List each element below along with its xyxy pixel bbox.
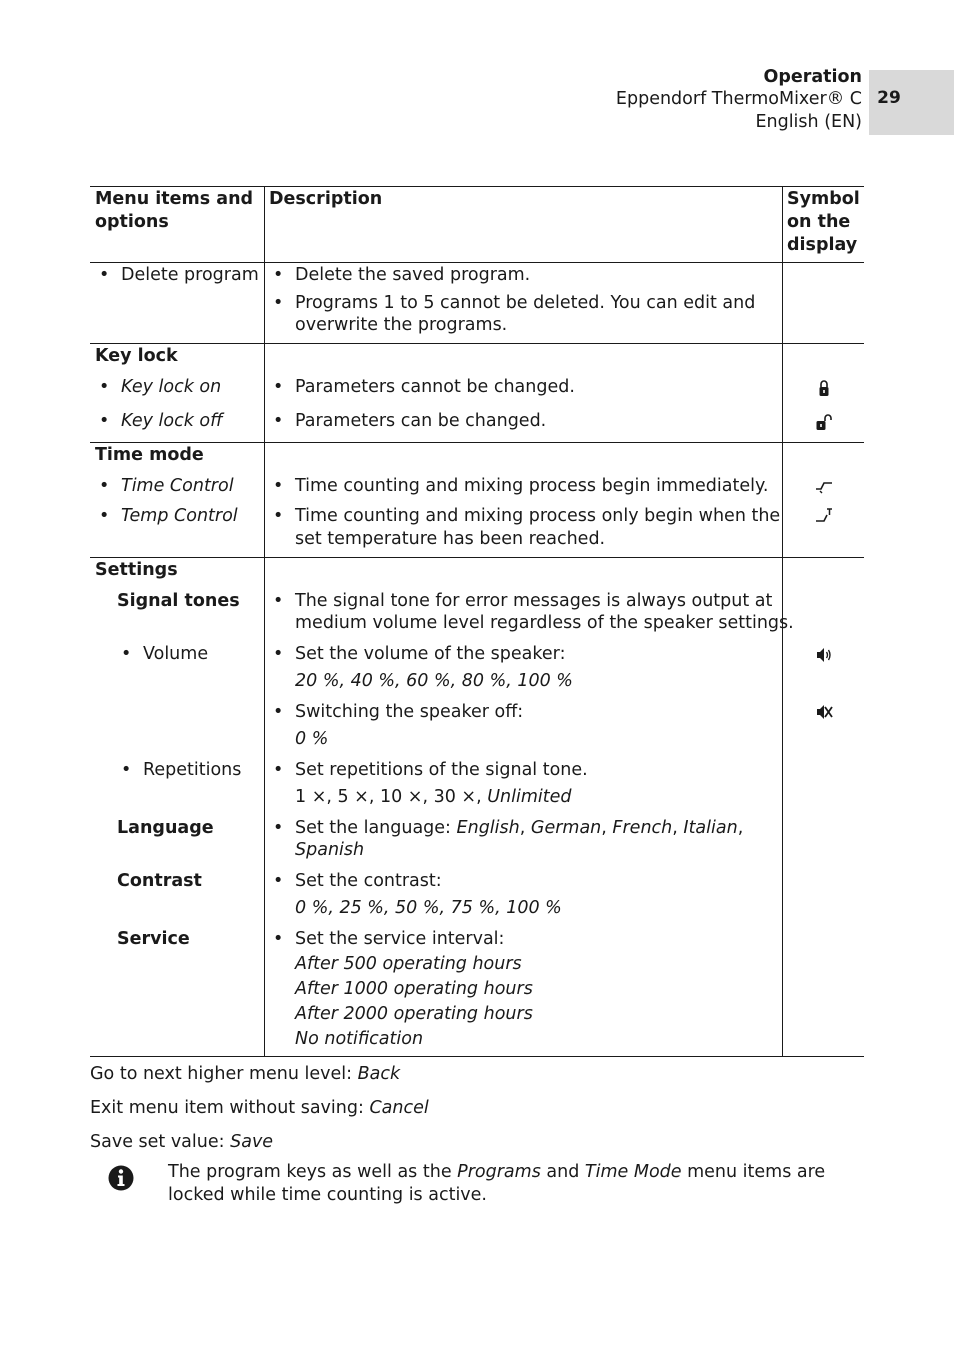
next-level-instruction (90, 1063, 400, 1085)
description-text: • Parameters can be changed. (295, 410, 546, 432)
repetitions-counts: 1 ×, 5 ×, 10 ×, 30 ×, (295, 787, 482, 807)
column-header-symbol: on the (787, 212, 851, 232)
padlock-closed-icon (812, 378, 836, 398)
speaker-muted-icon (812, 702, 836, 722)
menu-group-key-lock: Key lock (95, 346, 178, 366)
note-programs: Programs (457, 1162, 541, 1182)
option-key-lock-on: • Key lock on (121, 376, 221, 398)
submenu-contrast: Contrast (117, 871, 202, 891)
note-text: menu items are (687, 1162, 826, 1182)
description-text: • Time counting and mixing process begin immediately. (295, 475, 768, 497)
volume-values: 20 %, 40 %, 60 %, 80 %, 100 % (295, 671, 573, 691)
section-title: Operation (763, 67, 862, 87)
menu-group-settings: Settings (95, 560, 178, 580)
table-rule (90, 186, 864, 187)
description-text: • Delete the saved program. (295, 264, 530, 286)
padlock-open-icon (812, 412, 836, 432)
instruction-text: Save set value: (90, 1132, 225, 1152)
note-text: The program keys as well as the (168, 1162, 452, 1182)
info-note-line: locked while time counting is active. (168, 1185, 487, 1205)
table-rule (90, 557, 864, 558)
description-text: • Programs 1 to 5 cannot be deleted. You can edit and (295, 292, 755, 314)
description-text: • Set the contrast: (295, 870, 442, 892)
info-icon (107, 1164, 135, 1192)
service-option: After 500 operating hours (295, 954, 522, 974)
product-name: Eppendorf ThermoMixer® C (615, 89, 862, 109)
language-spanish: Spanish (295, 840, 365, 860)
page-number: 29 (877, 88, 901, 108)
column-header-menu: options (95, 212, 169, 232)
note-time-mode: Time Mode (584, 1162, 682, 1182)
column-header-symbol: Symbol (787, 189, 860, 209)
option-time-control: • Time Control (121, 475, 234, 497)
table-rule (90, 343, 864, 344)
speaker-icon (812, 645, 836, 665)
description-text: • Parameters cannot be changed. (295, 376, 575, 398)
service-option: After 2000 operating hours (295, 1004, 533, 1024)
speaker-off-value: 0 % (295, 729, 329, 749)
exit-instruction (90, 1097, 429, 1119)
option-volume: • Volume (143, 643, 208, 665)
contrast-values: 0 %, 25 %, 50 %, 75 %, 100 % (295, 898, 562, 918)
note-text: and (546, 1162, 580, 1182)
table-rule (90, 262, 864, 263)
instruction-text: Exit menu item without saving: (90, 1098, 364, 1118)
table-rule (90, 1056, 864, 1057)
submenu-language: Language (117, 818, 214, 838)
option-temp-control: • Temp Control (121, 505, 238, 527)
column-header-menu: Menu items and (95, 189, 254, 209)
description-text: • Switching the speaker off: (295, 701, 523, 723)
cancel-option: Cancel (369, 1098, 429, 1118)
save-option: Save (230, 1132, 274, 1152)
description-text: overwrite the programs. (295, 315, 508, 335)
service-option: No notification (295, 1029, 424, 1049)
submenu-signal-tones: Signal tones (117, 591, 240, 611)
language-french: French (612, 818, 673, 838)
description-text: • Set repetitions of the signal tone. (295, 759, 588, 781)
column-header-symbol: display (787, 235, 858, 255)
repetitions-unlimited: Unlimited (487, 787, 572, 807)
menu-item-delete-program: • Delete program (121, 264, 259, 286)
language-italian: Italian (683, 818, 738, 838)
language-english: English (456, 818, 520, 838)
info-note-line (168, 1161, 825, 1183)
instruction-text: Go to next higher menu level: (90, 1064, 353, 1084)
description-text: medium volume level regardless of the speaker settings. (295, 613, 794, 633)
temp-control-icon (812, 506, 836, 526)
menu-group-time-mode: Time mode (95, 445, 204, 465)
description-text: • The signal tone for error messages is always output at (295, 590, 772, 612)
description-text: • Set the service interval: (295, 928, 504, 950)
time-control-icon (812, 477, 836, 497)
save-instruction (90, 1131, 273, 1153)
submenu-service: Service (117, 929, 190, 949)
option-key-lock-off: • Key lock off (121, 410, 223, 432)
description-text: set temperature has been reached. (295, 529, 606, 549)
language-options: • Set the language: English, German, French, Italian, (295, 817, 743, 839)
description-text: • Set the volume of the speaker: (295, 643, 565, 665)
language-label: English (EN) (755, 112, 862, 132)
column-divider (264, 186, 265, 1057)
table-rule (90, 442, 864, 443)
description-text: Set the language: (295, 818, 451, 838)
column-header-description: Description (269, 189, 383, 209)
back-option: Back (357, 1064, 401, 1084)
description-text: • Time counting and mixing process only begin when the (295, 505, 780, 527)
repetitions-values (295, 786, 572, 808)
language-german: German (530, 818, 602, 838)
service-option: After 1000 operating hours (295, 979, 533, 999)
option-repetitions: • Repetitions (143, 759, 241, 781)
